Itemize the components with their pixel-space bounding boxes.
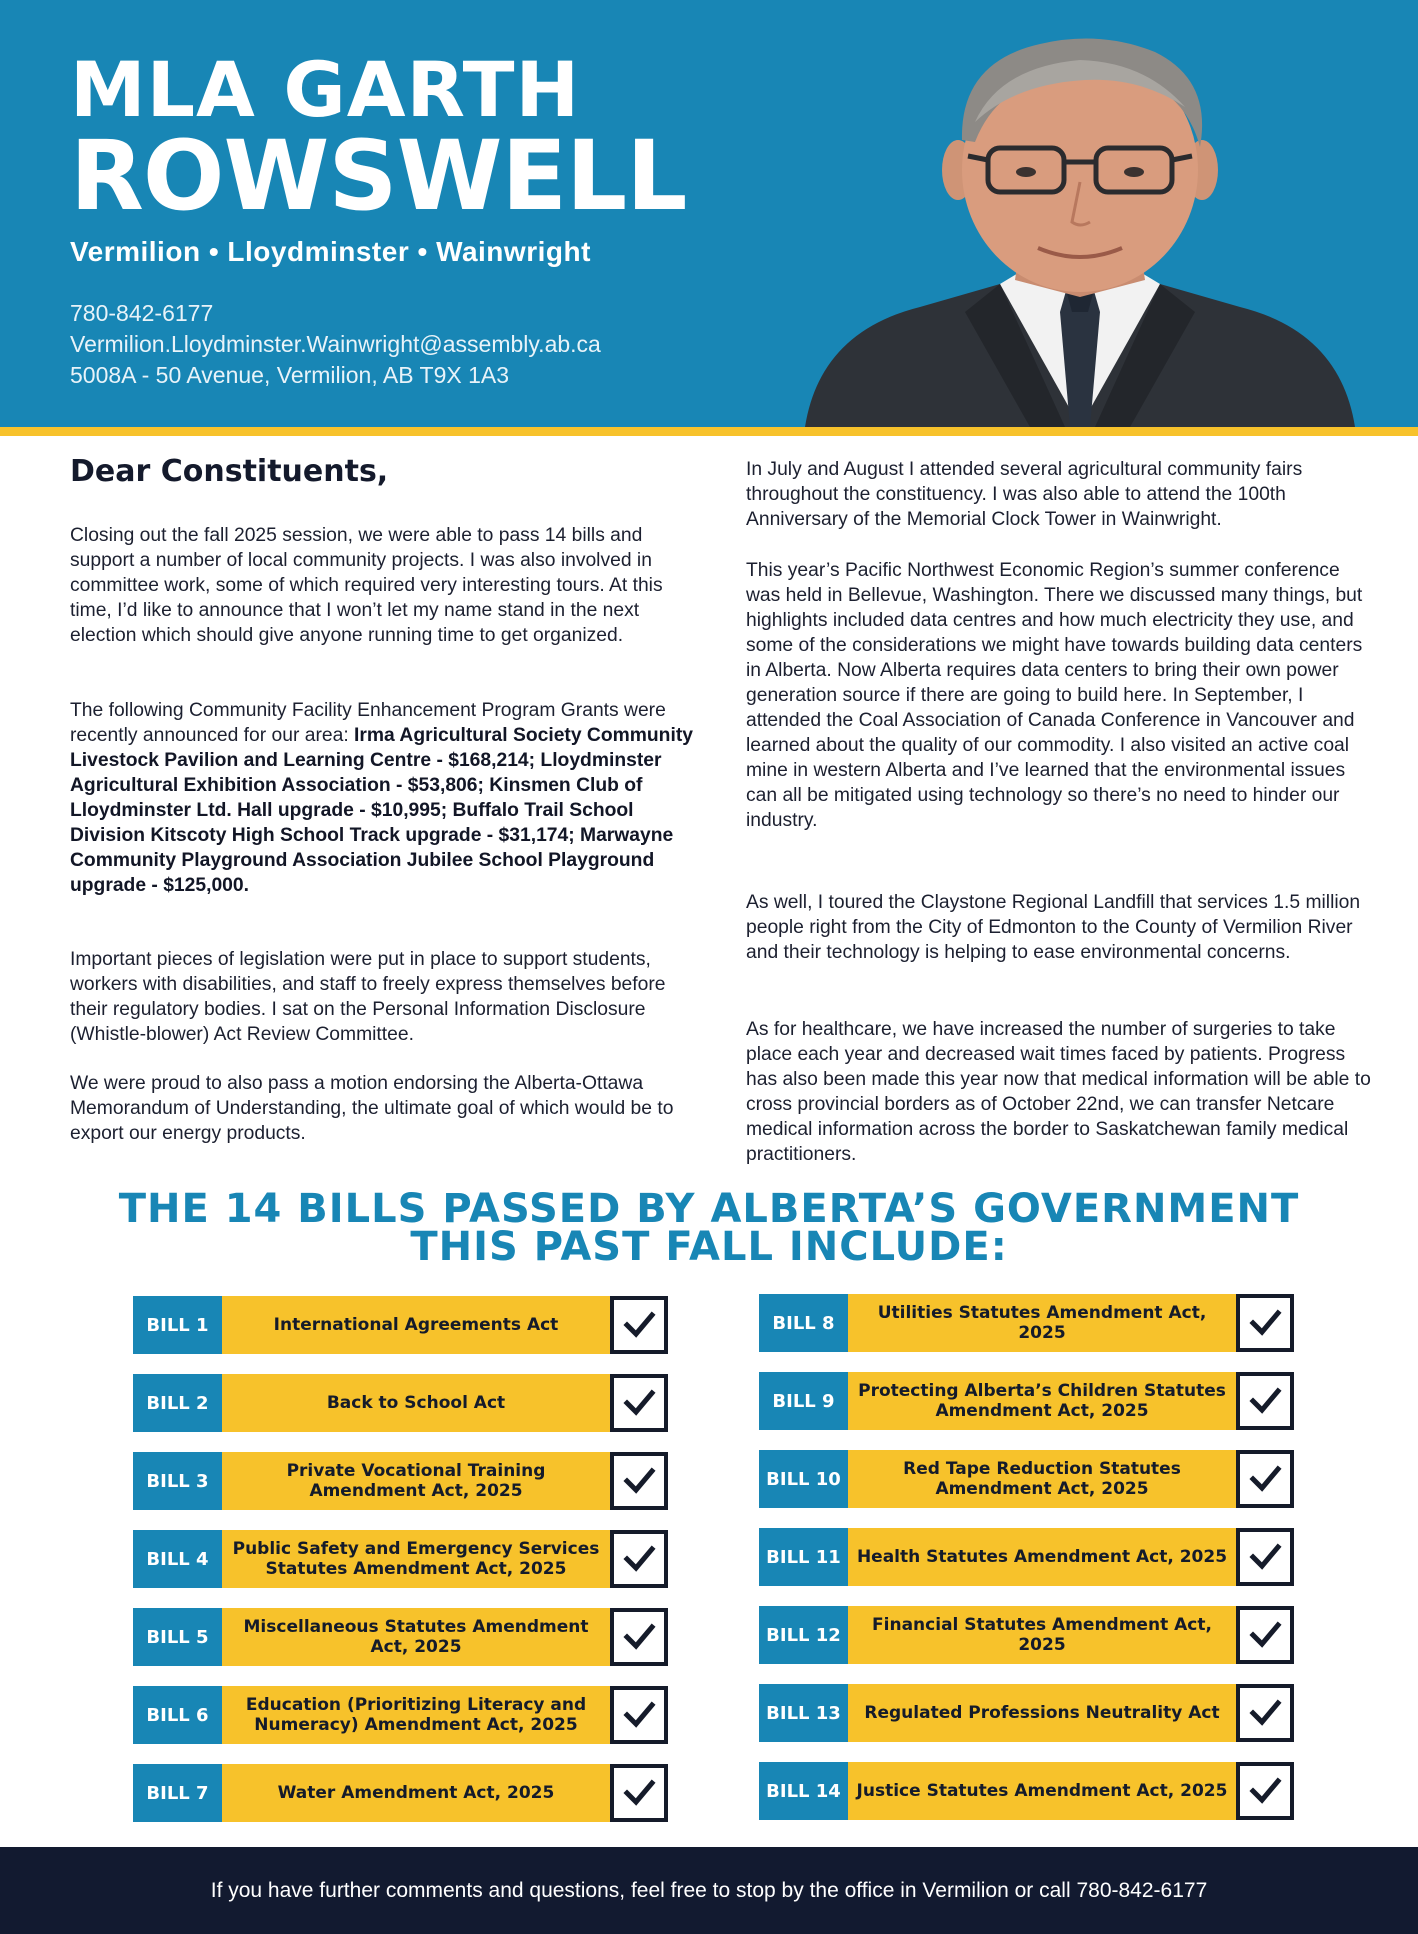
check-icon: [622, 1386, 656, 1420]
paragraph-legislation: Important pieces of legislation were put in place to support students, workers with disabilities, and staff to freely express themselves before their regulatory bodies. I sat on the Personal Information Disclosure (Whistle-blower) Act Review Committee.: [70, 949, 666, 1045]
checkbox-checked: [610, 1608, 668, 1666]
checkbox-checked: [610, 1764, 668, 1822]
bill-name: Utilities Statutes Amendment Act, 2025: [848, 1294, 1236, 1352]
bill-name: Red Tape Reduction Statutes Amendment Act, 2025: [848, 1450, 1236, 1508]
contact-phone: 780-842-6177: [70, 300, 214, 326]
bill-name: Regulated Professions Neutrality Act: [848, 1684, 1236, 1742]
bill-number: BILL 5: [133, 1608, 222, 1666]
bill-name: Water Amendment Act, 2025: [222, 1764, 610, 1822]
bill-name: Protecting Alberta’s Children Statutes Amendment Act, 2025: [848, 1372, 1236, 1430]
checkbox-checked: [1236, 1606, 1294, 1664]
check-icon: [1248, 1306, 1282, 1340]
bill-number: BILL 11: [759, 1528, 848, 1586]
bill-name: Public Safety and Emergency Services Statutes Amendment Act, 2025: [222, 1530, 610, 1588]
footer-text: If you have further comments and questions, feel free to stop by the office in Vermilion or call 780-842-6177: [210, 1878, 1208, 1902]
bill-number: BILL 1: [133, 1296, 222, 1354]
title-line-1: MLA GARTH: [70, 45, 581, 134]
greeting: Dear Constituents,: [70, 454, 389, 489]
bill-number: BILL 13: [759, 1684, 848, 1742]
checkbox-checked: [610, 1686, 668, 1744]
checkbox-checked: [1236, 1294, 1294, 1352]
checkbox-checked: [610, 1452, 668, 1510]
grants-list: Irma Agricultural Society Community Livestock Pavilion and Learning Centre - $168,214; Lloydminster Agricultural Exhibition Association - $53,806; Kinsmen Club of Lloydminster Ltd. Hall upgrade - $10,995; Buffalo Trail School Division Kitscoty High School Track upgrade - $31,174; Marwayne Community Playground Association Jubilee School Playground upgrade - $125,000.: [70, 725, 693, 896]
bill-name: Miscellaneous Statutes Amendment Act, 2025: [222, 1608, 610, 1666]
bill-name: Private Vocational Training Amendment Act, 2025: [222, 1452, 610, 1510]
check-icon: [1248, 1462, 1282, 1496]
grants-intro: The following Community Facility Enhancement Program Grants were recently announced for our area:: [70, 700, 666, 746]
check-icon: [622, 1464, 656, 1498]
header-divider: [0, 427, 1418, 436]
bill-name: Back to School Act: [222, 1374, 610, 1432]
bill-number: BILL 4: [133, 1530, 222, 1588]
bill-number: BILL 7: [133, 1764, 222, 1822]
paragraph-landfill: As well, I toured the Claystone Regional Landfill that services 1.5 million people right from the City of Edmonton to the County of Vermilion River and their technology is helping to ease environmental concerns.: [746, 892, 1361, 963]
bill-number: BILL 12: [759, 1606, 848, 1664]
bill-number: BILL 10: [759, 1450, 848, 1508]
bill-number: BILL 14: [759, 1762, 848, 1820]
bill-name: Education (Prioritizing Literacy and Numeracy) Amendment Act, 2025: [222, 1686, 610, 1744]
paragraph-motion: We were proud to also pass a motion endorsing the Alberta-Ottawa Memorandum of Understanding, the ultimate goal of which would be to export our energy products.: [70, 1073, 674, 1144]
mla-portrait-photo: [800, 22, 1360, 427]
check-icon: [622, 1308, 656, 1342]
checkbox-checked: [1236, 1372, 1294, 1430]
bill-name: International Agreements Act: [222, 1296, 610, 1354]
paragraph-fairs: In July and August I attended several agricultural community fairs throughout the constituency. I was also able to attend the 100th Anniversary of the Memorial Clock Tower in Wainwright.: [746, 459, 1303, 530]
footer-bar: [0, 1847, 1418, 1934]
contact-email: Vermilion.Lloydminster.Wainwright@assembly.ab.ca: [70, 331, 601, 357]
paragraph-healthcare: As for healthcare, we have increased the number of surgeries to take place each year and decreased wait times faced by patients. Progress has also been made this year now that medical information will be able to cross provincial borders as of October 22nd, we can transfer Netcare medical information across the border to Saskatchewan family medical practitioners.: [746, 1019, 1371, 1165]
header-banner: [0, 0, 1418, 427]
check-icon: [1248, 1696, 1282, 1730]
check-icon: [1248, 1774, 1282, 1808]
bill-name: Justice Statutes Amendment Act, 2025: [848, 1762, 1236, 1820]
bills-heading: [0, 1186, 1418, 1270]
check-icon: [622, 1776, 656, 1810]
bill-number: BILL 2: [133, 1374, 222, 1432]
contact-address: 5008A - 50 Avenue, Vermilion, AB T9X 1A3: [70, 362, 510, 388]
bills-heading-line-2: THIS PAST FALL INCLUDE:: [410, 1224, 1008, 1270]
bill-number: BILL 3: [133, 1452, 222, 1510]
checkbox-checked: [610, 1530, 668, 1588]
paragraph-pner: This year’s Pacific Northwest Economic Region’s summer conference was held in Bellevue, Washington. There we discussed many things, but highlights included data centres and how much electricity they use, and some of the considerations we might have towards building data centers in Alberta. Now Alberta requires data centers to bring their own power generation source if there are going to build here. In September, I attended the Coal Association of Canada Conference in Vancouver and learned about the quality of our commodity. I also visited an active coal mine in western Alberta and I’ve learned that the environmental issues can all be mitigated using technology so there’s no need to hinder our industry.: [746, 560, 1363, 831]
check-icon: [1248, 1618, 1282, 1652]
paragraph-grants: [70, 698, 700, 898]
check-icon: [622, 1698, 656, 1732]
ridings: Vermilion • Lloydminster • Wainwright: [70, 236, 591, 267]
check-icon: [622, 1542, 656, 1576]
checkbox-checked: [610, 1374, 668, 1432]
bill-name: Financial Statutes Amendment Act, 2025: [848, 1606, 1236, 1664]
checkbox-checked: [1236, 1762, 1294, 1820]
bill-number: BILL 8: [759, 1294, 848, 1352]
title-line-2: ROWSWELL: [70, 120, 687, 232]
bill-name: Health Statutes Amendment Act, 2025: [848, 1528, 1236, 1586]
bill-number: BILL 6: [133, 1686, 222, 1744]
check-icon: [622, 1620, 656, 1654]
bills-heading-line-1: THE 14 BILLS PASSED BY ALBERTA’S GOVERNMENT: [118, 1186, 1300, 1232]
checkbox-checked: [610, 1296, 668, 1354]
check-icon: [1248, 1384, 1282, 1418]
check-icon: [1248, 1540, 1282, 1574]
paragraph-session: Closing out the fall 2025 session, we were able to pass 14 bills and support a number of local community projects. I was also involved in committee work, some of which required very interesting tours. At this time, I’d like to announce that I won’t let my name stand in the next election which should give anyone running time to get organized.: [70, 525, 663, 646]
checkbox-checked: [1236, 1528, 1294, 1586]
checkbox-checked: [1236, 1450, 1294, 1508]
bill-number: BILL 9: [759, 1372, 848, 1430]
checkbox-checked: [1236, 1684, 1294, 1742]
